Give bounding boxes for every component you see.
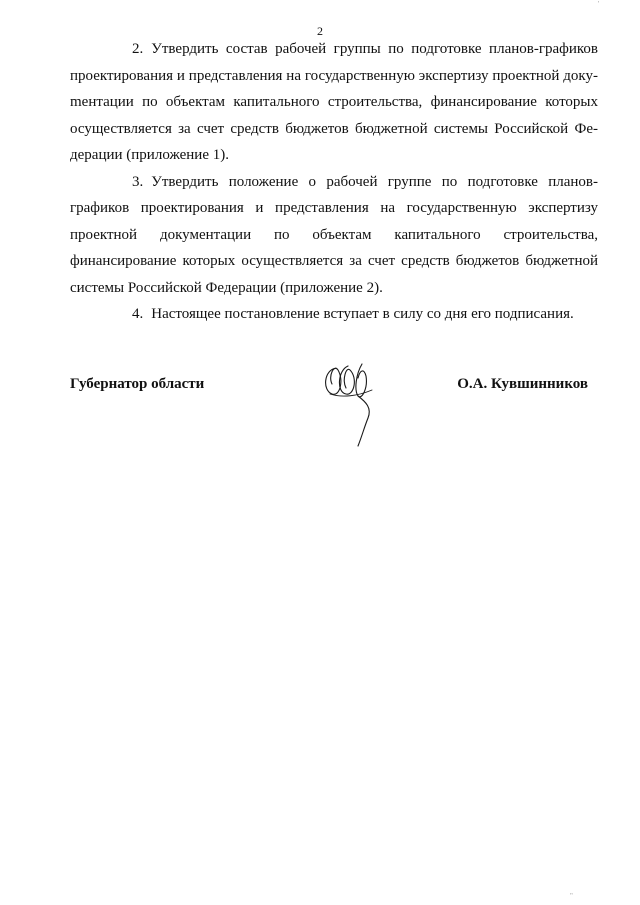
paragraph-2 <box>70 36 598 169</box>
paragraph-4 <box>70 301 598 328</box>
scan-mark-top: ' <box>598 0 600 8</box>
handwritten-signature <box>318 350 388 450</box>
page-number: 2 <box>317 24 323 38</box>
paragraph-text: Утвердить состав рабочей группы по подготовке планов-графиков проектирования и представления на государственную экспертизу проектной докуmентации по объектам капитального строительства, финансирование которых осуществляется за счет средств бюджетов бюджетной системы Российской Федерации (приложение 1). <box>70 41 598 163</box>
paragraph-3 <box>70 169 598 302</box>
paragraph-number: 2. <box>132 41 144 57</box>
paragraph-number: 3. <box>132 173 144 190</box>
paragraph-text: Утвердить положение о рабочей группе по подготовке планов-графиков проектирования и представления на государственную экспертизу проектной документации по объектам капитального строительства, финансирование которых осуществляется за счет средств бюджетов бюджетной системы Российской Федерации (приложение 2). <box>70 173 598 296</box>
document-body <box>70 36 598 328</box>
signatory-title: Губернатор области <box>70 376 205 392</box>
paragraph-number: 4. <box>132 306 144 322</box>
scan-mark-bottom: " <box>570 892 573 900</box>
paragraph-text: Настоящее постановление вступает в силу со дня его подписания. <box>151 306 574 322</box>
signatory-name: О.А. Кувшинников <box>457 376 588 392</box>
